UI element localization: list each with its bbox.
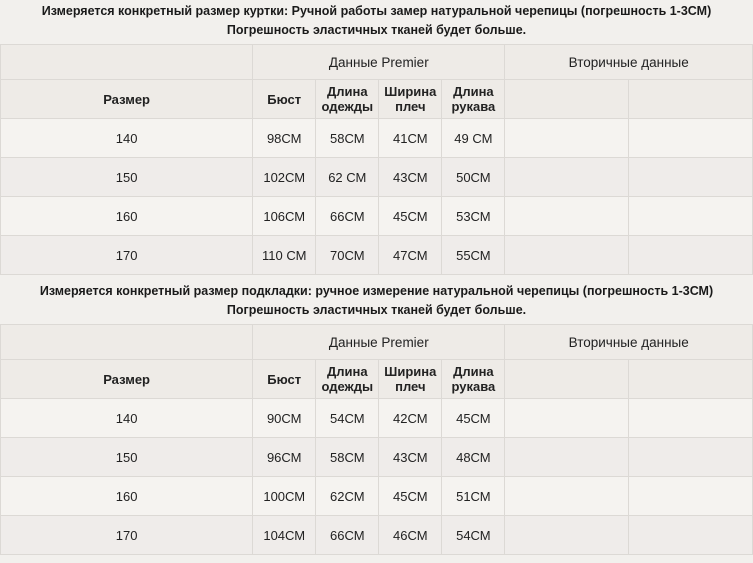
cell-clothing-length: 62СМ — [316, 477, 379, 516]
group-header-primary: Данные Premier — [253, 325, 505, 360]
cell-bust: 100СМ — [253, 477, 316, 516]
lining-size-table — [0, 324, 753, 555]
cell-shoulder-width: 46СМ — [379, 516, 442, 555]
group-header-empty — [1, 45, 253, 80]
cell-size: 170 — [1, 236, 253, 275]
column-header-clothing-length: Длина одежды — [316, 360, 379, 399]
cell-sleeve-length: 51СМ — [442, 477, 505, 516]
cell-size: 150 — [1, 438, 253, 477]
table-group-header-row — [1, 325, 753, 360]
cell-clothing-length: 58СМ — [316, 119, 379, 158]
cell-shoulder-width: 45СМ — [379, 197, 442, 236]
cell-sleeve-length: 49 СМ — [442, 119, 505, 158]
column-header-shoulder-width: Ширина плеч — [379, 80, 442, 119]
column-header-sleeve-length: Длина рукава — [442, 360, 505, 399]
cell-clothing-length: 66СМ — [316, 516, 379, 555]
column-header-extra-2 — [629, 360, 753, 399]
table-row — [1, 438, 753, 477]
cell-extra-1 — [505, 477, 629, 516]
cell-shoulder-width: 41СМ — [379, 119, 442, 158]
column-header-extra-2 — [629, 80, 753, 119]
cell-size: 140 — [1, 119, 253, 158]
cell-clothing-length: 58СМ — [316, 438, 379, 477]
cell-extra-2 — [629, 197, 753, 236]
table-row — [1, 236, 753, 275]
cell-sleeve-length: 50СМ — [442, 158, 505, 197]
table-row — [1, 158, 753, 197]
column-header-bust: Бюст — [253, 360, 316, 399]
cell-bust: 102СМ — [253, 158, 316, 197]
group-header-primary: Данные Premier — [253, 45, 505, 80]
jacket-size-table — [0, 44, 753, 275]
cell-clothing-length: 54СМ — [316, 399, 379, 438]
column-header-bust: Бюст — [253, 80, 316, 119]
cell-sleeve-length: 55СМ — [442, 236, 505, 275]
table-row — [1, 197, 753, 236]
jacket-measurement-note: Измеряется конкретный размер куртки: Ручной работы замер натуральной черепицы (погрешность 1-3СМ) Погрешность эластичных тканей будет больше. — [0, 0, 753, 44]
table-row — [1, 399, 753, 438]
table-group-header-row — [1, 45, 753, 80]
cell-bust: 90СМ — [253, 399, 316, 438]
cell-size: 170 — [1, 516, 253, 555]
lining-measurement-note: Измеряется конкретный размер подкладки: ручное измерение натуральной черепицы (погрешность 1-3СМ) Погрешность эластичных тканей будет больше. — [0, 279, 753, 324]
cell-clothing-length: 62 СМ — [316, 158, 379, 197]
column-header-extra-1 — [505, 360, 629, 399]
cell-extra-2 — [629, 516, 753, 555]
column-header-shoulder-width: Ширина плеч — [379, 360, 442, 399]
table-row — [1, 119, 753, 158]
cell-shoulder-width: 43СМ — [379, 158, 442, 197]
cell-shoulder-width: 45СМ — [379, 477, 442, 516]
cell-bust: 96СМ — [253, 438, 316, 477]
cell-extra-2 — [629, 438, 753, 477]
cell-size: 150 — [1, 158, 253, 197]
cell-extra-2 — [629, 119, 753, 158]
cell-shoulder-width: 43СМ — [379, 438, 442, 477]
column-header-clothing-length: Длина одежды — [316, 80, 379, 119]
group-header-secondary: Вторичные данные — [505, 325, 753, 360]
cell-extra-1 — [505, 516, 629, 555]
cell-size: 160 — [1, 197, 253, 236]
column-header-extra-1 — [505, 80, 629, 119]
cell-bust: 110 СМ — [253, 236, 316, 275]
cell-extra-1 — [505, 399, 629, 438]
group-header-secondary: Вторичные данные — [505, 45, 753, 80]
column-header-sleeve-length: Длина рукава — [442, 80, 505, 119]
cell-size: 140 — [1, 399, 253, 438]
cell-bust: 106СМ — [253, 197, 316, 236]
cell-extra-2 — [629, 236, 753, 275]
column-header-size: Размер — [1, 80, 253, 119]
cell-sleeve-length: 45СМ — [442, 399, 505, 438]
table-row — [1, 516, 753, 555]
column-header-size: Размер — [1, 360, 253, 399]
table-column-header-row — [1, 360, 753, 399]
cell-sleeve-length: 54СМ — [442, 516, 505, 555]
cell-sleeve-length: 53СМ — [442, 197, 505, 236]
cell-extra-2 — [629, 158, 753, 197]
cell-clothing-length: 66СМ — [316, 197, 379, 236]
cell-extra-1 — [505, 438, 629, 477]
table-column-header-row — [1, 80, 753, 119]
cell-extra-1 — [505, 197, 629, 236]
cell-extra-1 — [505, 119, 629, 158]
cell-shoulder-width: 42СМ — [379, 399, 442, 438]
group-header-empty — [1, 325, 253, 360]
cell-size: 160 — [1, 477, 253, 516]
table-row — [1, 477, 753, 516]
cell-sleeve-length: 48СМ — [442, 438, 505, 477]
cell-bust: 104СМ — [253, 516, 316, 555]
cell-extra-1 — [505, 236, 629, 275]
cell-extra-1 — [505, 158, 629, 197]
cell-extra-2 — [629, 399, 753, 438]
cell-bust: 98СМ — [253, 119, 316, 158]
cell-clothing-length: 70СМ — [316, 236, 379, 275]
cell-shoulder-width: 47СМ — [379, 236, 442, 275]
cell-extra-2 — [629, 477, 753, 516]
